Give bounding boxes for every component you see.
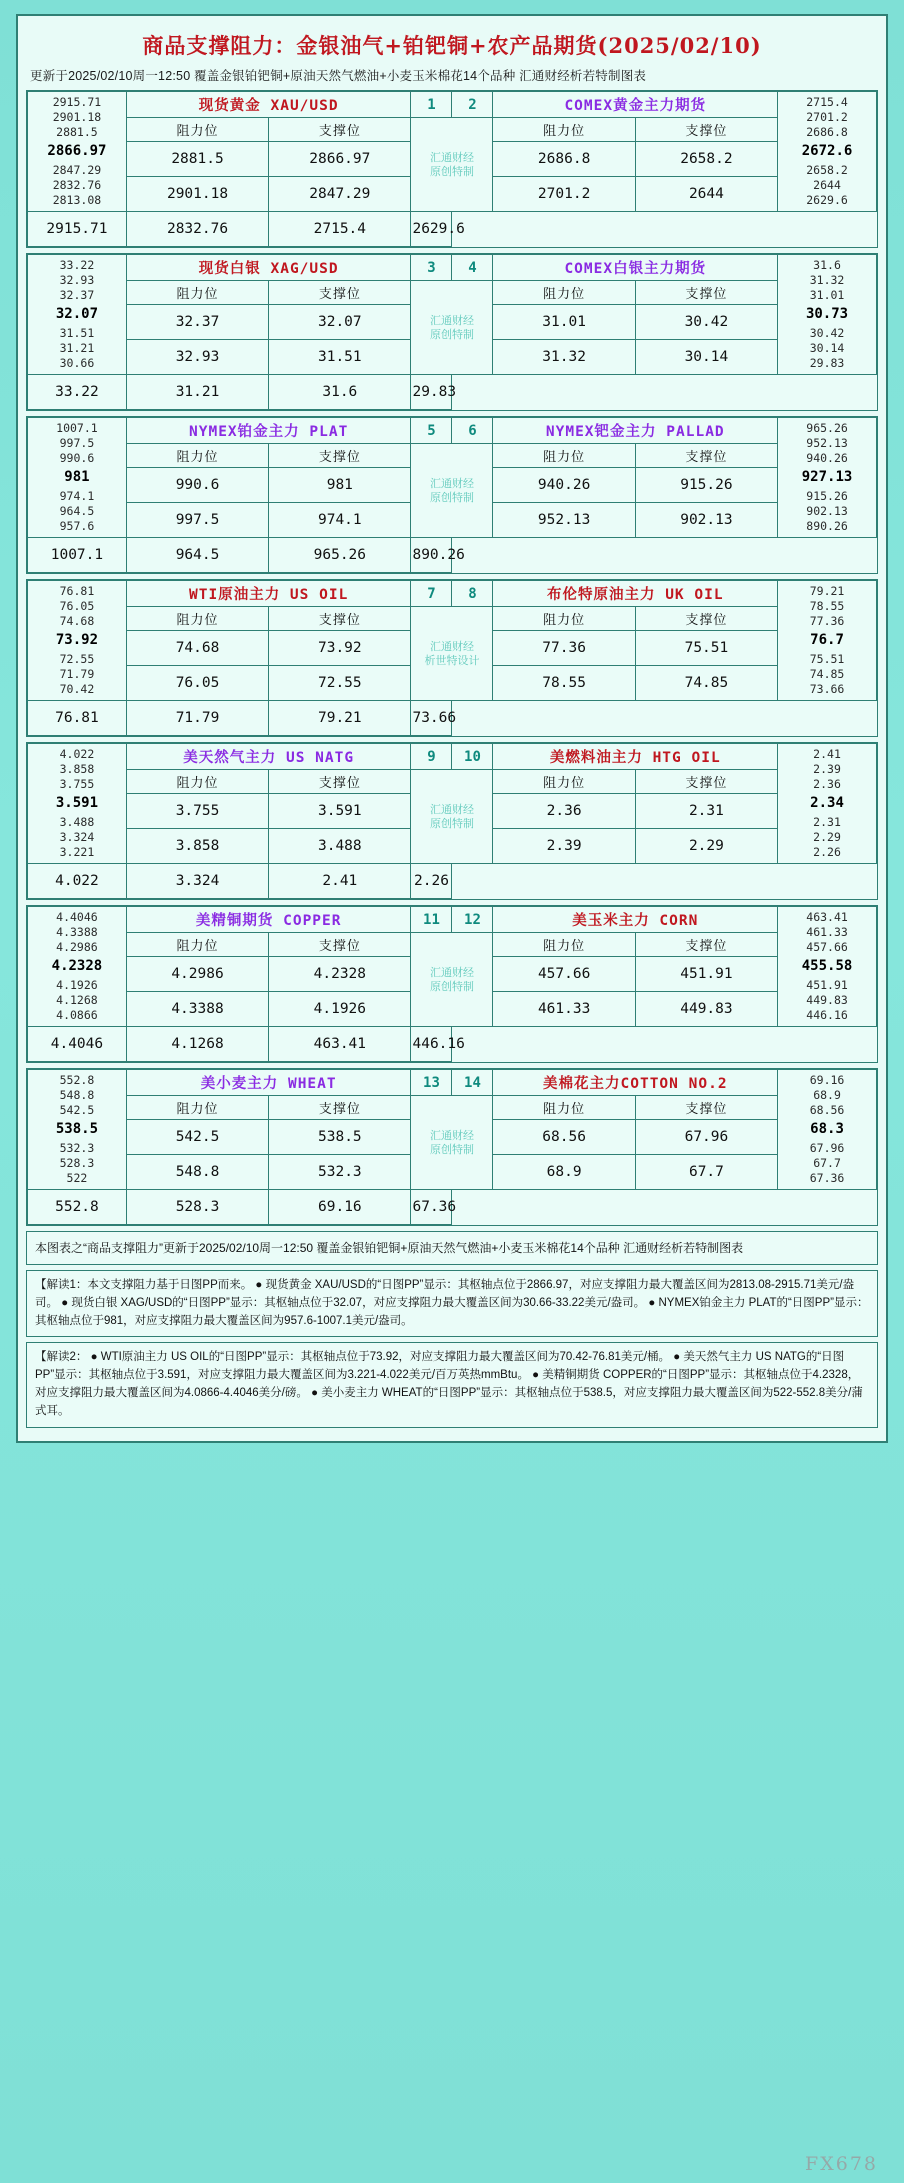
resistance-right: 79.21 bbox=[269, 701, 411, 736]
support-left: 3.324 bbox=[126, 864, 268, 899]
pivot-value: 2686.8 bbox=[806, 125, 848, 140]
resistance-left: 33.22 bbox=[28, 375, 127, 410]
resistance-left: 4.3388 bbox=[126, 992, 268, 1027]
pivot-list bbox=[28, 744, 127, 864]
pivot-value: 2901.18 bbox=[52, 109, 102, 124]
pivot-value: 2.31 bbox=[813, 814, 841, 829]
instrument-title-right: 美棉花主力COTTON NO.2 bbox=[493, 1070, 778, 1096]
pivot-value: 76.81 bbox=[59, 583, 95, 598]
support-left: 73.92 bbox=[269, 631, 411, 666]
pivot-value: 68.56 bbox=[809, 1103, 845, 1118]
col-header-support-left: 支撑位 bbox=[269, 770, 411, 794]
instrument-title-right: 布伦特原油主力 UK OIL bbox=[493, 581, 778, 607]
support-right: 449.83 bbox=[635, 992, 777, 1027]
block-index-left: 3 bbox=[411, 255, 452, 281]
resistance-right: 461.33 bbox=[493, 992, 635, 1027]
pivot-list bbox=[28, 92, 127, 212]
pivot-value: 4.1268 bbox=[56, 992, 98, 1007]
support-right: 2644 bbox=[635, 177, 777, 212]
instrument-title-right: 美燃料油主力 HTG OIL bbox=[493, 744, 778, 770]
report-card bbox=[16, 14, 888, 1443]
pivot-value: 2644 bbox=[813, 177, 841, 192]
pivot-value: 548.8 bbox=[59, 1087, 95, 1102]
col-header-support-right: 支撑位 bbox=[635, 118, 777, 142]
footer-note: 本图表之“商品支撑阻力”更新于2025/02/10周一12:50 覆盖金银铂钯铜+原油天然气燃油+小麦玉米棉花14个品种 汇通财经析若特制图表 bbox=[26, 1231, 878, 1265]
pivot-list bbox=[778, 907, 877, 1027]
support-left: 974.1 bbox=[269, 503, 411, 538]
pivot-value: 71.79 bbox=[59, 666, 95, 681]
instrument-title-left: 现货白银 XAG/USD bbox=[126, 255, 411, 281]
block-index-left: 7 bbox=[411, 581, 452, 607]
support-right: 890.26 bbox=[411, 538, 452, 573]
col-header-support-right: 支撑位 bbox=[635, 444, 777, 468]
pivot-value: 75.51 bbox=[809, 651, 845, 666]
pivot-value: 3.858 bbox=[59, 761, 95, 776]
pivot-value: 2866.97 bbox=[47, 143, 107, 160]
pivot-value: 528.3 bbox=[59, 1155, 95, 1170]
support-left: 981 bbox=[269, 468, 411, 503]
pivot-value: 990.6 bbox=[59, 451, 95, 466]
pivot-value: 974.1 bbox=[59, 488, 95, 503]
support-left: 4.2328 bbox=[269, 957, 411, 992]
support-left: 31.21 bbox=[126, 375, 268, 410]
instrument-title-right: COMEX黄金主力期货 bbox=[493, 92, 778, 118]
table-row bbox=[28, 375, 877, 410]
pivot-value: 463.41 bbox=[806, 909, 848, 924]
support-left: 71.79 bbox=[126, 701, 268, 736]
pivot-value: 2715.4 bbox=[806, 94, 848, 109]
pivot-value: 902.13 bbox=[806, 503, 848, 518]
support-right: 74.85 bbox=[635, 666, 777, 701]
pivot-value: 952.13 bbox=[806, 435, 848, 450]
watermark: 汇通财经 原创特制 bbox=[411, 444, 493, 538]
reading-note-1: 【解读1：本文支撑阻力基于日图PP而来。 ● 现货黄金 XAU/USD的“日图PP”显示：其枢轴点位于2866.97，对应支撑阻力最大覆盖区间为2813.08-2915.71美元/盎司。 ● 现货白银 XAG/USD的“日图PP”显示：其枢轴点位于32.07，对应支撑阻力最大覆盖区间为30.66-33.22美元/盎司。 ● NYMEX铂金主力 PLAT的“日图PP”显示：其枢轴点位于981，对应支撑阻力最大覆盖区间为957.6-1007.1美元/盎司。 bbox=[26, 1270, 878, 1337]
support-right: 30.42 bbox=[635, 305, 777, 340]
pivot-value: 915.26 bbox=[806, 488, 848, 503]
pivot-value: 957.6 bbox=[59, 519, 95, 534]
resistance-right: 457.66 bbox=[493, 957, 635, 992]
pivot-value: 31.21 bbox=[59, 340, 95, 355]
watermark: 汇通财经 原创特制 bbox=[411, 770, 493, 864]
col-header-resistance-left: 阻力位 bbox=[126, 933, 268, 957]
support-right: 2.26 bbox=[411, 864, 452, 899]
table-row bbox=[28, 538, 877, 573]
pivot-value: 2915.71 bbox=[52, 94, 102, 109]
resistance-left: 32.37 bbox=[126, 305, 268, 340]
pivot-list bbox=[778, 744, 877, 864]
instrument-block bbox=[26, 90, 878, 248]
block-index-right: 8 bbox=[452, 581, 493, 607]
support-right: 73.66 bbox=[411, 701, 452, 736]
col-header-resistance-left: 阻力位 bbox=[126, 770, 268, 794]
resistance-left: 2901.18 bbox=[126, 177, 268, 212]
watermark: 汇通财经 原创特制 bbox=[411, 933, 493, 1027]
pivot-value: 67.7 bbox=[813, 1155, 841, 1170]
resistance-left: 32.93 bbox=[126, 340, 268, 375]
resistance-right: 31.32 bbox=[493, 340, 635, 375]
pivot-value: 68.3 bbox=[810, 1121, 844, 1138]
pivot-value: 67.96 bbox=[809, 1140, 845, 1155]
pivot-value: 522 bbox=[66, 1171, 88, 1186]
resistance-right: 2.39 bbox=[493, 829, 635, 864]
pivot-value: 552.8 bbox=[59, 1072, 95, 1087]
resistance-right: 940.26 bbox=[493, 468, 635, 503]
pivot-value: 2832.76 bbox=[52, 177, 102, 192]
resistance-right: 2701.2 bbox=[493, 177, 635, 212]
col-header-support-left: 支撑位 bbox=[269, 118, 411, 142]
col-header-support-right: 支撑位 bbox=[635, 281, 777, 305]
pivot-value: 981 bbox=[64, 469, 90, 486]
support-left: 3.488 bbox=[269, 829, 411, 864]
pivot-value: 4.1926 bbox=[56, 977, 98, 992]
pivot-value: 2658.2 bbox=[806, 162, 848, 177]
instrument-title-left: 美精铜期货 COPPER bbox=[126, 907, 411, 933]
pivot-value: 31.32 bbox=[809, 272, 845, 287]
watermark: 汇通财经 原创特制 bbox=[411, 281, 493, 375]
col-header-resistance-right: 阻力位 bbox=[493, 607, 635, 631]
resistance-left: 997.5 bbox=[126, 503, 268, 538]
support-right: 2.31 bbox=[635, 794, 777, 829]
pivot-list bbox=[28, 907, 127, 1027]
support-left: 538.5 bbox=[269, 1120, 411, 1155]
pivot-value: 31.51 bbox=[59, 325, 95, 340]
pivot-list bbox=[778, 581, 877, 701]
pivot-value: 78.55 bbox=[809, 598, 845, 613]
pivot-value: 965.26 bbox=[806, 420, 848, 435]
pivot-value: 79.21 bbox=[809, 583, 845, 598]
instrument-block bbox=[26, 905, 878, 1063]
support-left: 532.3 bbox=[269, 1155, 411, 1190]
watermark: 汇通财经 析世特设计 bbox=[411, 607, 493, 701]
col-header-resistance-right: 阻力位 bbox=[493, 1096, 635, 1120]
pivot-value: 997.5 bbox=[59, 435, 95, 450]
pivot-value: 32.37 bbox=[59, 288, 95, 303]
col-header-support-left: 支撑位 bbox=[269, 1096, 411, 1120]
resistance-left: 74.68 bbox=[126, 631, 268, 666]
resistance-right: 69.16 bbox=[269, 1190, 411, 1225]
block-index-left: 1 bbox=[411, 92, 452, 118]
block-index-right: 14 bbox=[452, 1070, 493, 1096]
col-header-support-left: 支撑位 bbox=[269, 281, 411, 305]
resistance-left: 3.755 bbox=[126, 794, 268, 829]
pivot-value: 457.66 bbox=[806, 940, 848, 955]
resistance-left: 4.4046 bbox=[28, 1027, 127, 1062]
pivot-value: 73.66 bbox=[809, 682, 845, 697]
reading-note-2: 【解读2： ● WTI原油主力 US OIL的“日图PP”显示：其枢轴点位于73.92，对应支撑阻力最大覆盖区间为70.42-76.81美元/桶。 ● 美天然气主力 US NATG的“日图PP”显示：其枢轴点位于3.591，对应支撑阻力最大覆盖区间为3.221-4.022美元/百万英热mmBtu。 ● 美精铜期货 COPPER的“日图PP”显示：其枢轴点位于4.2328，对应支撑阻力最大覆盖区间为4.0866-4.4046美分/磅。 ● 美小麦主力 WHEAT的“日图PP”显示：其枢轴点位于538.5，对应支撑阻力最大覆盖区间为522-552.8美分/蒲式耳。 bbox=[26, 1342, 878, 1427]
pivot-list bbox=[778, 255, 877, 375]
pivot-value: 2701.2 bbox=[806, 109, 848, 124]
pivot-value: 30.66 bbox=[59, 356, 95, 371]
support-left: 2847.29 bbox=[269, 177, 411, 212]
support-left: 4.1268 bbox=[126, 1027, 268, 1062]
pivot-value: 2881.5 bbox=[56, 125, 98, 140]
resistance-left: 76.81 bbox=[28, 701, 127, 736]
instrument-title-left: WTI原油主力 US OIL bbox=[126, 581, 411, 607]
pivot-value: 964.5 bbox=[59, 503, 95, 518]
pivot-value: 4.4046 bbox=[56, 909, 98, 924]
pivot-value: 31.01 bbox=[809, 288, 845, 303]
pivot-list bbox=[778, 1070, 877, 1190]
pivot-value: 2.29 bbox=[813, 829, 841, 844]
table-row bbox=[28, 864, 877, 899]
pivot-value: 32.93 bbox=[59, 272, 95, 287]
pivot-value: 2813.08 bbox=[52, 193, 102, 208]
pivot-value: 4.022 bbox=[59, 746, 95, 761]
resistance-left: 76.05 bbox=[126, 666, 268, 701]
pivot-value: 73.92 bbox=[55, 632, 99, 649]
instrument-block bbox=[26, 416, 878, 574]
pivot-value: 74.85 bbox=[809, 666, 845, 681]
resistance-right: 68.56 bbox=[493, 1120, 635, 1155]
resistance-left: 990.6 bbox=[126, 468, 268, 503]
pivot-value: 446.16 bbox=[806, 1008, 848, 1023]
col-header-support-right: 支撑位 bbox=[635, 770, 777, 794]
support-left: 72.55 bbox=[269, 666, 411, 701]
pivot-value: 532.3 bbox=[59, 1140, 95, 1155]
pivot-value: 890.26 bbox=[806, 519, 848, 534]
support-right: 2.29 bbox=[635, 829, 777, 864]
table-row bbox=[28, 701, 877, 736]
col-header-resistance-left: 阻力位 bbox=[126, 281, 268, 305]
pivot-value: 76.05 bbox=[59, 598, 95, 613]
support-right: 2629.6 bbox=[411, 212, 452, 247]
resistance-right: 2.36 bbox=[493, 794, 635, 829]
support-right: 446.16 bbox=[411, 1027, 452, 1062]
pivot-value: 29.83 bbox=[809, 356, 845, 371]
pivot-value: 2.41 bbox=[813, 746, 841, 761]
block-index-left: 11 bbox=[411, 907, 452, 933]
block-index-left: 13 bbox=[411, 1070, 452, 1096]
page-title: 商品支撑阻力：金银油气+铂钯铜+农产品期货(2025/02/10) bbox=[142, 33, 762, 58]
support-right: 30.14 bbox=[635, 340, 777, 375]
pivot-value: 1007.1 bbox=[56, 420, 98, 435]
pivot-value: 927.13 bbox=[801, 469, 853, 486]
pivot-list bbox=[28, 581, 127, 701]
col-header-resistance-right: 阻力位 bbox=[493, 118, 635, 142]
instrument-title-right: NYMEX钯金主力 PALLAD bbox=[493, 418, 778, 444]
pivot-value: 449.83 bbox=[806, 992, 848, 1007]
pivot-list bbox=[28, 255, 127, 375]
block-index-right: 2 bbox=[452, 92, 493, 118]
resistance-right: 463.41 bbox=[269, 1027, 411, 1062]
page-subtitle: 更新于2025/02/10周一12:50 覆盖金银铂钯铜+原油天然气燃油+小麦玉米棉花14个品种 汇通财经析若特制图表 bbox=[30, 69, 647, 83]
pivot-value: 3.488 bbox=[59, 814, 95, 829]
instrument-title-left: 美小麦主力 WHEAT bbox=[126, 1070, 411, 1096]
pivot-value: 461.33 bbox=[806, 924, 848, 939]
resistance-left: 3.858 bbox=[126, 829, 268, 864]
col-header-support-left: 支撑位 bbox=[269, 933, 411, 957]
pivot-value: 3.755 bbox=[59, 777, 95, 792]
resistance-left: 548.8 bbox=[126, 1155, 268, 1190]
block-index-left: 5 bbox=[411, 418, 452, 444]
pivot-value: 2672.6 bbox=[801, 143, 853, 160]
resistance-left: 2881.5 bbox=[126, 142, 268, 177]
pivot-value: 2.39 bbox=[813, 761, 841, 776]
resistance-right: 31.6 bbox=[269, 375, 411, 410]
pivot-value: 3.221 bbox=[59, 845, 95, 860]
support-right: 75.51 bbox=[635, 631, 777, 666]
col-header-resistance-left: 阻力位 bbox=[126, 607, 268, 631]
resistance-right: 77.36 bbox=[493, 631, 635, 666]
watermark: 汇通财经 原创特制 bbox=[411, 118, 493, 212]
instrument-block bbox=[26, 253, 878, 411]
resistance-left: 4.2986 bbox=[126, 957, 268, 992]
col-header-resistance-right: 阻力位 bbox=[493, 770, 635, 794]
pivot-value: 77.36 bbox=[809, 614, 845, 629]
support-right: 451.91 bbox=[635, 957, 777, 992]
col-header-support-right: 支撑位 bbox=[635, 1096, 777, 1120]
pivot-value: 455.58 bbox=[801, 958, 853, 975]
pivot-value: 67.36 bbox=[809, 1171, 845, 1186]
pivot-value: 74.68 bbox=[59, 614, 95, 629]
pivot-value: 940.26 bbox=[806, 451, 848, 466]
pivot-value: 30.14 bbox=[809, 340, 845, 355]
support-right: 2658.2 bbox=[635, 142, 777, 177]
pivot-value: 3.324 bbox=[59, 829, 95, 844]
block-index-right: 6 bbox=[452, 418, 493, 444]
pivot-value: 4.2986 bbox=[56, 940, 98, 955]
instrument-title-left: 现货黄金 XAU/USD bbox=[126, 92, 411, 118]
pivot-value: 2.26 bbox=[813, 845, 841, 860]
support-left: 32.07 bbox=[269, 305, 411, 340]
support-right: 902.13 bbox=[635, 503, 777, 538]
pivot-list bbox=[778, 418, 877, 538]
instrument-title-left: 美天然气主力 US NATG bbox=[126, 744, 411, 770]
col-header-resistance-left: 阻力位 bbox=[126, 1096, 268, 1120]
pivot-value: 3.591 bbox=[55, 795, 99, 812]
pivot-value: 2.36 bbox=[813, 777, 841, 792]
resistance-right: 2715.4 bbox=[269, 212, 411, 247]
col-header-support-right: 支撑位 bbox=[635, 607, 777, 631]
block-index-right: 12 bbox=[452, 907, 493, 933]
resistance-left: 2915.71 bbox=[28, 212, 127, 247]
support-right: 67.7 bbox=[635, 1155, 777, 1190]
table-row bbox=[28, 1190, 877, 1225]
col-header-support-left: 支撑位 bbox=[269, 607, 411, 631]
col-header-resistance-right: 阻力位 bbox=[493, 281, 635, 305]
pivot-list bbox=[28, 418, 127, 538]
support-right: 29.83 bbox=[411, 375, 452, 410]
resistance-right: 68.9 bbox=[493, 1155, 635, 1190]
pivot-value: 30.42 bbox=[809, 325, 845, 340]
support-left: 2866.97 bbox=[269, 142, 411, 177]
instrument-block bbox=[26, 1068, 878, 1226]
pivot-value: 33.22 bbox=[59, 257, 95, 272]
pivot-value: 72.55 bbox=[59, 651, 95, 666]
resistance-right: 78.55 bbox=[493, 666, 635, 701]
instrument-title-right: 美玉米主力 CORN bbox=[493, 907, 778, 933]
pivot-value: 2629.6 bbox=[806, 193, 848, 208]
pivot-value: 76.7 bbox=[810, 632, 844, 649]
pivot-value: 69.16 bbox=[809, 1072, 845, 1087]
instrument-title-left: NYMEX铂金主力 PLAT bbox=[126, 418, 411, 444]
col-header-resistance-right: 阻力位 bbox=[493, 933, 635, 957]
support-left: 4.1926 bbox=[269, 992, 411, 1027]
col-header-resistance-left: 阻力位 bbox=[126, 444, 268, 468]
col-header-support-left: 支撑位 bbox=[269, 444, 411, 468]
support-left: 528.3 bbox=[126, 1190, 268, 1225]
pivot-value: 451.91 bbox=[806, 977, 848, 992]
table-row bbox=[28, 212, 877, 247]
resistance-left: 542.5 bbox=[126, 1120, 268, 1155]
block-index-right: 10 bbox=[452, 744, 493, 770]
pivot-value: 4.0866 bbox=[56, 1008, 98, 1023]
pivot-value: 68.9 bbox=[813, 1087, 841, 1102]
support-right: 915.26 bbox=[635, 468, 777, 503]
instrument-block bbox=[26, 579, 878, 737]
col-header-support-right: 支撑位 bbox=[635, 933, 777, 957]
block-index-right: 4 bbox=[452, 255, 493, 281]
resistance-left: 552.8 bbox=[28, 1190, 127, 1225]
pivot-value: 2.34 bbox=[810, 795, 844, 812]
pivot-value: 70.42 bbox=[59, 682, 95, 697]
pivot-value: 2847.29 bbox=[52, 162, 102, 177]
resistance-right: 31.01 bbox=[493, 305, 635, 340]
resistance-right: 952.13 bbox=[493, 503, 635, 538]
instrument-title-right: COMEX白银主力期货 bbox=[493, 255, 778, 281]
resistance-right: 2.41 bbox=[269, 864, 411, 899]
resistance-right: 965.26 bbox=[269, 538, 411, 573]
support-left: 964.5 bbox=[126, 538, 268, 573]
col-header-resistance-left: 阻力位 bbox=[126, 118, 268, 142]
resistance-left: 1007.1 bbox=[28, 538, 127, 573]
support-left: 2832.76 bbox=[126, 212, 268, 247]
pivot-list bbox=[778, 92, 877, 212]
pivot-value: 32.07 bbox=[55, 306, 99, 323]
support-right: 67.36 bbox=[411, 1190, 452, 1225]
pivot-value: 31.6 bbox=[813, 257, 841, 272]
col-header-resistance-right: 阻力位 bbox=[493, 444, 635, 468]
pivot-value: 4.3388 bbox=[56, 924, 98, 939]
brand-watermark: FX678 bbox=[805, 2153, 878, 2175]
pivot-value: 542.5 bbox=[59, 1103, 95, 1118]
support-right: 67.96 bbox=[635, 1120, 777, 1155]
instrument-block bbox=[26, 742, 878, 900]
support-left: 3.591 bbox=[269, 794, 411, 829]
block-index-left: 9 bbox=[411, 744, 452, 770]
pivot-value: 4.2328 bbox=[51, 958, 103, 975]
table-row bbox=[28, 1027, 877, 1062]
pivot-value: 30.73 bbox=[805, 306, 849, 323]
watermark: 汇通财经 原创特制 bbox=[411, 1096, 493, 1190]
pivot-list bbox=[28, 1070, 127, 1190]
resistance-right: 2686.8 bbox=[493, 142, 635, 177]
support-left: 31.51 bbox=[269, 340, 411, 375]
pivot-value: 538.5 bbox=[55, 1121, 99, 1138]
resistance-left: 4.022 bbox=[28, 864, 127, 899]
blocks-container bbox=[26, 90, 878, 1226]
